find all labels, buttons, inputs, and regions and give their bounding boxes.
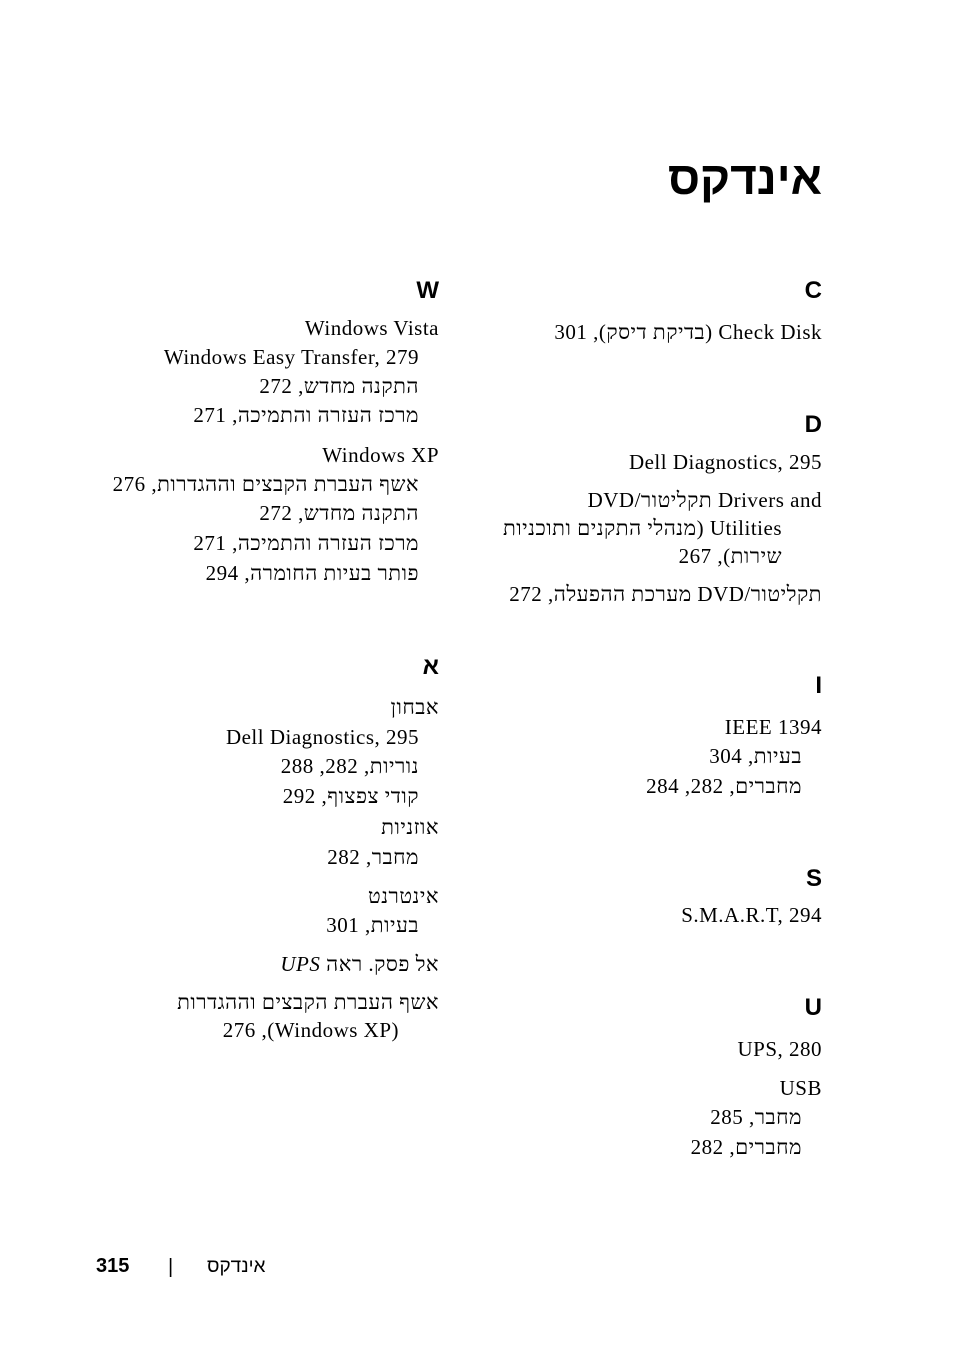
section-letter-u: U <box>804 994 822 1021</box>
index-entry-check-disk: Check Disk (בדיקת דיסק), 301 <box>554 320 822 344</box>
page-title: אינדקס <box>667 152 822 204</box>
footer-label: אינדקס <box>207 1256 266 1277</box>
index-entry-windows-vista: Windows Vista <box>304 316 439 340</box>
index-subentry: נוריות, 282, 288 <box>280 754 419 778</box>
page-number: 315 <box>96 1255 130 1277</box>
section-letter-d: D <box>804 411 822 438</box>
section-letter-alef: א <box>422 653 439 680</box>
footer-separator: | <box>168 1256 174 1278</box>
index-entry-headphones: אוזניות <box>381 815 439 839</box>
section-letter-i: I <box>815 672 822 699</box>
index-entry-transfer-wizard-cont: (Windows XP), 276 <box>222 1018 399 1042</box>
index-subentry: קודי צפצוף, 292 <box>282 784 419 808</box>
see-reference-target: UPS <box>280 952 321 976</box>
index-subentry: פותר בעיות החומרה, 294 <box>205 561 419 585</box>
section-letter-w: W <box>416 277 439 304</box>
section-letter-c: C <box>804 277 822 304</box>
see-reference-text: אל פסק. ראה <box>326 952 439 976</box>
index-subentry: בעיות, 304 <box>709 744 802 768</box>
index-subentry: מחברים, 282, 284 <box>646 774 802 798</box>
index-subentry: אשף העברת הקבצים וההגדרות, 276 <box>112 472 419 496</box>
index-entry-ups-see <box>280 950 439 978</box>
index-entry-diagnostics-he: אבחון <box>390 695 439 719</box>
index-entry-drivers-utilities-cont: Utilities (מנהלי התקנים ותוכניות <box>503 516 782 540</box>
index-entry-usb: USB <box>779 1076 822 1100</box>
index-entry-internet: אינטרנט <box>368 884 439 908</box>
index-entry-drivers-utilities: Drivers and תקליטור/DVD <box>587 488 822 512</box>
index-entry-dell-diagnostics: Dell Diagnostics, 295 <box>628 450 822 474</box>
index-subentry: Dell Diagnostics, 295 <box>225 725 419 749</box>
index-subentry: מרכז העזרה והתמיכה, 271 <box>193 531 419 555</box>
section-letter-s: S <box>805 865 822 892</box>
index-subentry: מחבר, 282 <box>327 845 419 869</box>
index-entry-smart: S.M.A.R.T, 294 <box>681 903 822 927</box>
index-subentry: התקנה מחדש, 272 <box>259 501 419 525</box>
index-entry-drivers-utilities-cont2: שירות), 267 <box>678 544 782 568</box>
index-entry-transfer-wizard: אשף העברת הקבצים וההגדרות <box>177 990 439 1014</box>
index-subentry: בעיות, 301 <box>326 913 419 937</box>
index-entry-os-dvd: תקליטור/DVD מערכת ההפעלה, 272 <box>509 582 822 606</box>
index-subentry: Windows Easy Transfer, 279 <box>163 345 419 369</box>
index-subentry: מרכז העזרה והתמיכה, 271 <box>193 403 419 427</box>
index-entry-windows-xp: Windows XP <box>322 443 439 467</box>
index-subentry: מחברים, 282 <box>690 1135 802 1159</box>
index-entry-ups: UPS, 280 <box>737 1037 822 1061</box>
index-subentry: מחבר, 285 <box>710 1105 802 1129</box>
index-entry-ieee1394: IEEE 1394 <box>724 715 822 739</box>
index-subentry: התקנה מחדש, 272 <box>259 374 419 398</box>
